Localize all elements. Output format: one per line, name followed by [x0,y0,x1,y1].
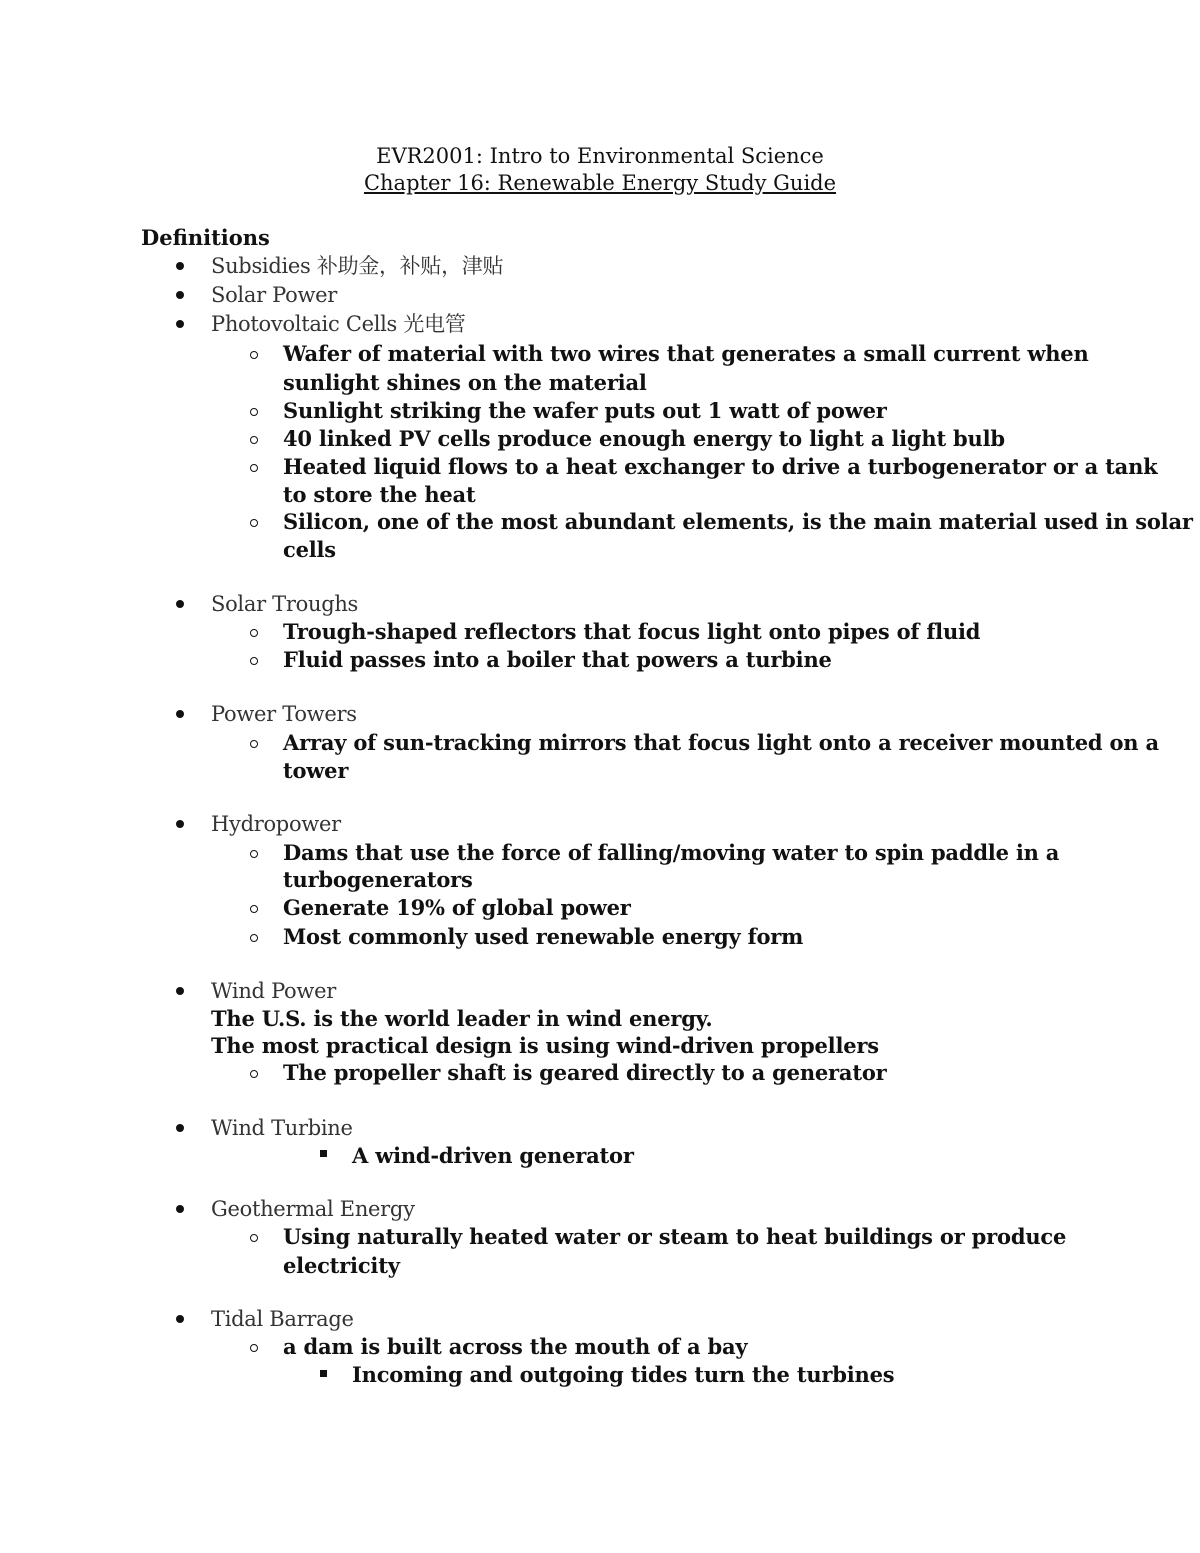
towers-note-1: Array of sun-tracking mirrors that focus light onto a receiver mounted on a [283,730,1159,755]
bullet-circle-icon [250,1234,258,1242]
pv-note-5-cont: cells [283,537,336,562]
bullet-disc-icon [176,320,184,328]
course-title: EVR2001: Intro to Environmental Science [376,144,824,168]
bullet-disc-icon [176,1124,184,1132]
bullet-disc-icon [176,987,184,995]
bullet-disc-icon [176,710,184,718]
term-tidal-barrage: Tidal Barrage [211,1307,354,1331]
bullet-circle-icon [250,740,258,748]
term-hydropower: Hydropower [211,812,341,836]
turbine-note-1: A wind-driven generator [352,1143,634,1168]
bullet-circle-icon [250,657,258,665]
pv-note-5: Silicon, one of the most abundant elements, is the main material used in solar [283,509,1193,534]
term-subsidies: Subsidies 补助金，补贴，津贴 [211,254,504,278]
bullet-square-icon [320,1150,327,1157]
bullet-circle-icon [250,1344,258,1352]
wind-power-note-1: The propeller shaft is geared directly to a generator [283,1060,887,1085]
bullet-disc-icon [176,291,184,299]
towers-note-1-cont: tower [283,758,349,783]
bullet-disc-icon [176,1315,184,1323]
hydro-note-3: Most commonly used renewable energy form [283,924,804,949]
pv-note-3: 40 linked PV cells produce enough energy to light a light bulb [283,426,1005,451]
bullet-circle-icon [250,464,258,472]
tidal-note-1: a dam is built across the mouth of a bay [283,1334,748,1359]
bullet-circle-icon [250,1070,258,1078]
wind-power-note-a: The U.S. is the world leader in wind energy. [211,1006,713,1031]
hydro-note-2: Generate 19% of global power [283,895,631,920]
term-solar-power: Solar Power [211,283,338,307]
bullet-circle-icon [250,519,258,527]
bullet-circle-icon [250,351,258,359]
geothermal-note-1: Using naturally heated water or steam to heat buildings or produce [283,1224,1067,1249]
bullet-square-icon [320,1370,327,1377]
bullet-circle-icon [250,408,258,416]
wind-power-note-b: The most practical design is using wind-driven propellers [211,1033,879,1058]
hydro-note-1-cont: turbogenerators [283,867,473,892]
chapter-title: Chapter 16: Renewable Energy Study Guide [363,171,837,195]
bullet-disc-icon [176,1205,184,1213]
bullet-circle-icon [250,934,258,942]
term-power-towers: Power Towers [211,702,357,726]
definitions-heading: Definitions [141,225,270,250]
term-wind-turbine: Wind Turbine [211,1116,353,1140]
term-solar-troughs: Solar Troughs [211,592,359,616]
troughs-note-2: Fluid passes into a boiler that powers a turbine [283,647,832,672]
tidal-note-2: Incoming and outgoing tides turn the turbines [352,1362,895,1387]
pv-note-4-cont: to store the heat [283,482,476,507]
bullet-disc-icon [176,600,184,608]
pv-note-1-cont: sunlight shines on the material [283,370,647,395]
term-photovoltaic-cells: Photovoltaic Cells 光电管 [211,312,466,336]
pv-note-4: Heated liquid flows to a heat exchanger to drive a turbogenerator or a tank [283,454,1158,479]
term-geothermal-energy: Geothermal Energy [211,1197,415,1221]
geothermal-note-1-cont: electricity [283,1253,400,1278]
pv-note-2: Sunlight striking the wafer puts out 1 watt of power [283,398,887,423]
hydro-note-1: Dams that use the force of falling/moving water to spin paddle in a [283,840,1060,865]
bullet-circle-icon [250,850,258,858]
bullet-disc-icon [176,820,184,828]
bullet-circle-icon [250,436,258,444]
bullet-disc-icon [176,262,184,270]
pv-note-1: Wafer of material with two wires that generates a small current when [283,341,1089,366]
troughs-note-1: Trough-shaped reflectors that focus light onto pipes of fluid [283,619,981,644]
bullet-circle-icon [250,629,258,637]
term-wind-power: Wind Power [211,979,336,1003]
bullet-circle-icon [250,905,258,913]
